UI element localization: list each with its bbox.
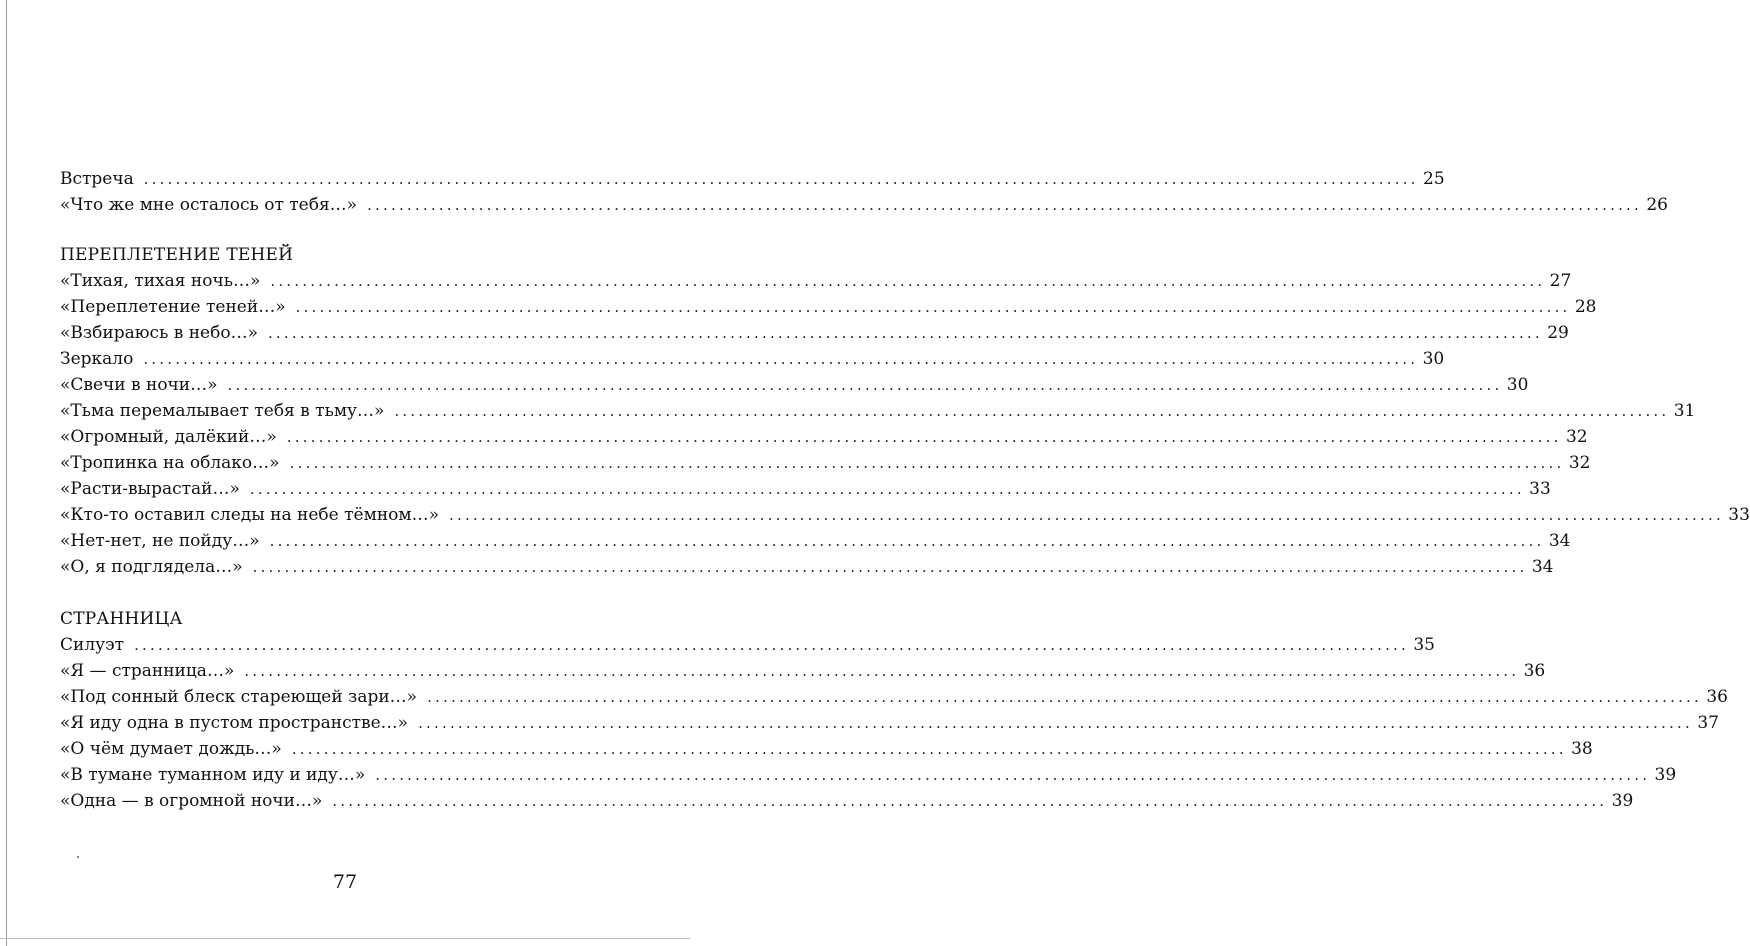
dot-leader: ................................................................................................................................................................: [252, 558, 1528, 576]
toc-entry: [60, 502, 1750, 528]
dot-leader: ................................................................................................................................................................: [270, 272, 1546, 290]
group-spacer: [60, 580, 636, 606]
toc-entry: [60, 528, 1571, 554]
toc-entry-page: 26: [1646, 195, 1668, 215]
section-heading: СТРАННИЦА: [60, 609, 183, 629]
toc-entry-title: «Кто-то оставил следы на небе тёмном…»: [60, 505, 440, 525]
toc-entry-page: 31: [1673, 401, 1696, 421]
toc-entry-page: 35: [1413, 635, 1435, 655]
page-bottom-edge: [0, 938, 690, 939]
toc-entry: [60, 736, 1593, 762]
toc-entry: [60, 268, 1572, 294]
toc-entry-title: «В тумане туманном иду и иду…»: [60, 765, 366, 785]
section-heading: ПЕРЕПЛЕТЕНИЕ ТЕНЕЙ: [60, 245, 294, 265]
toc-entry-title: «Свечи в ночи…»: [60, 375, 218, 395]
table-of-contents: [60, 166, 1750, 814]
toc-entry: [60, 762, 1677, 788]
toc-entry-title: «Тихая, тихая ночь…»: [60, 271, 261, 291]
dot-leader: ................................................................................................................................................................: [227, 376, 1503, 394]
dot-leader: ................................................................................................................................................................: [332, 792, 1608, 810]
toc-entry: [60, 710, 1719, 736]
toc-entry-page: 27: [1549, 271, 1572, 291]
toc-entry-title: Встреча: [60, 169, 134, 189]
toc-entry-title: «Взбираюсь в небо…»: [60, 323, 258, 343]
toc-entry: [60, 398, 1696, 424]
toc-entry: [60, 476, 1551, 502]
page-number: 77: [332, 871, 358, 893]
toc-entry: [60, 788, 1634, 814]
dot-leader: ................................................................................................................................................................: [143, 350, 1419, 368]
toc-entry-title: «Нет-нет, не пойду…»: [60, 531, 260, 551]
toc-group-1: [60, 268, 1750, 580]
dot-leader: ................................................................................................................................................................: [267, 324, 1543, 342]
toc-entry: [60, 372, 1529, 398]
toc-entry-title: «О чём думает дождь…»: [60, 739, 282, 759]
page-edge-line: [6, 0, 7, 946]
toc-entry-title: «Под сонный блеск стареющей зари…»: [60, 687, 418, 707]
toc-entry-title: «О, я подглядела…»: [60, 557, 243, 577]
toc-entry-title: «Что же мне осталось от тебя…»: [60, 195, 358, 215]
toc-entry-title: «Огромный, далёкий…»: [60, 427, 277, 447]
toc-entry-title: «Переплетение теней…»: [60, 297, 286, 317]
toc-group-0: [60, 166, 1668, 218]
dot-leader: ................................................................................................................................................................: [249, 480, 1525, 498]
dot-leader: ................................................................................................................................................................: [269, 532, 1545, 550]
dot-leader: ................................................................................................................................................................: [427, 688, 1702, 706]
toc-entry: [60, 450, 1591, 476]
dot-leader: ................................................................................................................................................................: [134, 636, 1409, 654]
toc-entry-page: 28: [1574, 297, 1597, 317]
toc-entry-page: 39: [1654, 765, 1677, 785]
toc-entry: [60, 684, 1728, 710]
toc-entry-title: Зеркало: [60, 349, 134, 369]
toc-entry-page: 33: [1728, 505, 1750, 525]
toc-entry-page: 37: [1697, 713, 1719, 733]
toc-entry: [60, 294, 1597, 320]
dot-leader: ................................................................................................................................................................: [291, 740, 1567, 758]
dot-leader: ................................................................................................................................................................: [289, 454, 1565, 472]
dot-leader: ................................................................................................................................................................: [394, 402, 1670, 420]
dot-leader: ................................................................................................................................................................: [295, 298, 1571, 316]
toc-entry-page: 32: [1565, 427, 1588, 447]
toc-entry-title: «Одна — в огромной ночи…»: [60, 791, 323, 811]
dot-leader: ................................................................................................................................................................: [244, 662, 1520, 680]
toc-entry-page: 39: [1611, 791, 1634, 811]
toc-entry-title: «Расти-вырастай…»: [60, 479, 240, 499]
toc-entry: [60, 658, 1546, 684]
toc-entry-page: 29: [1547, 323, 1569, 343]
dot-leader: ................................................................................................................................................................: [367, 196, 1642, 214]
dot-leader: ................................................................................................................................................................: [143, 170, 1419, 188]
toc-entry-page: 38: [1571, 739, 1593, 759]
toc-entry: [60, 346, 1445, 372]
group-spacer: [60, 218, 636, 242]
toc-entry: [60, 320, 1569, 346]
dot-leader: ................................................................................................................................................................: [375, 766, 1651, 784]
toc-entry-page: 34: [1531, 557, 1554, 577]
dot-leader: ................................................................................................................................................................: [418, 714, 1693, 732]
toc-entry-title: «Я — странница…»: [60, 661, 235, 681]
toc-entry: [60, 192, 1668, 218]
stray-dot-mark: [77, 856, 79, 858]
toc-entry: [60, 554, 1554, 580]
toc-entry-title: «Тьма перемалывает тебя в тьму…»: [60, 401, 385, 421]
dot-leader: ................................................................................................................................................................: [449, 506, 1724, 524]
toc-entry-page: 33: [1529, 479, 1551, 499]
toc-entry: [60, 166, 1445, 192]
toc-entry-title: «Тропинка на облако…»: [60, 453, 280, 473]
toc-entry-title: Силуэт: [60, 635, 125, 655]
toc-group-2: [60, 632, 1728, 814]
toc-entry-page: 25: [1423, 169, 1445, 189]
toc-entry-page: 32: [1568, 453, 1591, 473]
toc-entry: [60, 632, 1435, 658]
toc-entry-page: 30: [1422, 349, 1445, 369]
toc-entry: [60, 424, 1588, 450]
toc-entry-page: 36: [1706, 687, 1728, 707]
toc-entry-page: 34: [1548, 531, 1571, 551]
dot-leader: ................................................................................................................................................................: [286, 428, 1562, 446]
toc-entry-page: 36: [1523, 661, 1546, 681]
toc-entry-title: «Я иду одна в пустом пространстве…»: [60, 713, 409, 733]
toc-entry-page: 30: [1506, 375, 1529, 395]
